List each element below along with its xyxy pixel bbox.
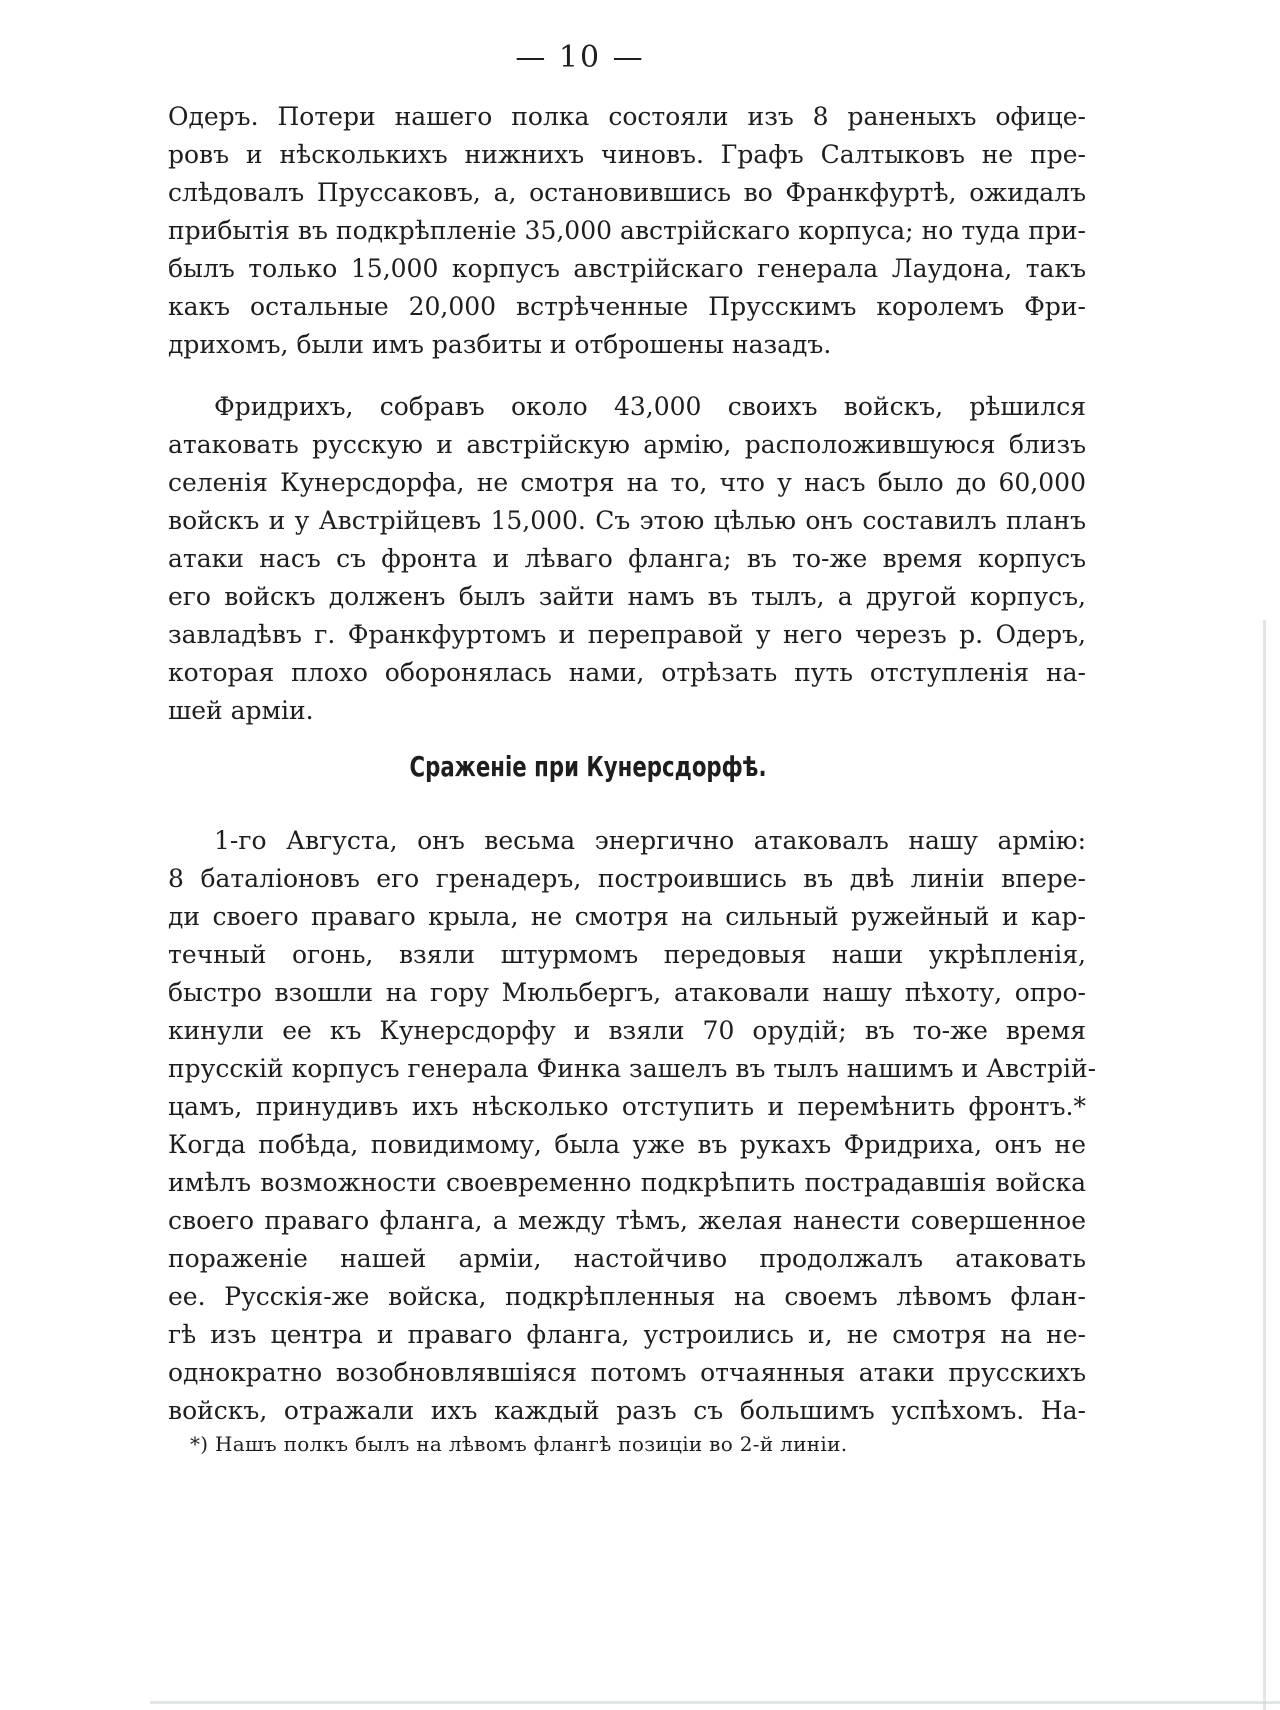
text-line: цамъ, принудивъ ихъ нѣсколько отступить и перемѣнить фронтъ.* [168, 1092, 1086, 1121]
text-line: Одеръ. Потери нашего полка состояли изъ 8 раненыхъ офице- [168, 102, 1086, 131]
text-line: какъ остальные 20,000 встрѣченные Прусскимъ королемъ Фри- [168, 292, 1086, 321]
text-line: дрихомъ, были имъ разбиты и отброшены назадъ. [168, 330, 832, 359]
scan-edge-artifact [150, 1701, 1280, 1704]
text-line: прибытія въ подкрѣпленіе 35,000 австрійскаго корпуса; но туда при- [168, 216, 1086, 245]
text-line: своего праваго фланга, а между тѣмъ, желая нанести совершенное [168, 1206, 1086, 1235]
text-line: 8 баталіоновъ его гренадеръ, построившись въ двѣ линіи впере- [168, 864, 1086, 893]
scan-edge-artifact [1263, 620, 1266, 1710]
text-line: атаковать русскую и австрійскую армію, расположившуюся близъ [168, 430, 1086, 459]
text-line: ровъ и нѣсколькихъ нижнихъ чиновъ. Графъ Салтыковъ не пре- [168, 140, 1086, 169]
text-line: течный огонь, взяли штурмомъ передовыя наши укрѣпленія, [168, 940, 1086, 969]
text-line: гѣ изъ центра и праваго фланга, устроились и, не смотря на не- [168, 1320, 1086, 1349]
paragraph-friedrich-plan [168, 388, 1086, 730]
paragraph-oder-continuation [168, 98, 1086, 364]
text-line: слѣдовалъ Пруссаковъ, а, остановившись во Франкфуртѣ, ожидалъ [168, 178, 1086, 207]
text-line: однократно возобновлявшіяся потомъ отчаянныя атаки прусскихъ [168, 1358, 1086, 1387]
text-line: которая плохо оборонялась нами, отрѣзать путь отступленія на- [168, 658, 1086, 687]
text-line: селенія Кунерсдорфа, не смотря на то, что у насъ было до 60,000 [168, 468, 1086, 497]
text-line: 1-го Августа, онъ весьма энергично атаковалъ нашу армію: [214, 826, 1086, 855]
text-line: Когда побѣда, повидимому, была уже въ рукахъ Фридриха, онъ не [168, 1130, 1086, 1159]
text-line: быстро взошли на гору Мюльбергъ, атаковали нашу пѣхоту, опро- [168, 978, 1086, 1007]
text-line: кинули ее къ Кунерсдорфу и взяли 70 орудій; въ то-же время [168, 1016, 1086, 1045]
text-line: его войскъ долженъ былъ зайти намъ въ тылъ, а другой корпусъ, [168, 582, 1086, 611]
text-line: ди своего праваго крыла, не смотря на сильный ружейный и кар- [168, 902, 1086, 931]
text-line: войскъ, отражали ихъ каждый разъ съ большимъ успѣхомъ. На- [168, 1396, 1086, 1425]
text-line: имѣлъ возможности своевременно подкрѣпить пострадавшія войска [168, 1168, 1086, 1197]
page-number: — 10 — [515, 40, 645, 75]
text-line: шей арміи. [168, 696, 314, 725]
text-line: атаки насъ съ фронта и лѣваго фланга; въ то-же время корпусъ [168, 544, 1086, 573]
text-line: былъ только 15,000 корпусъ австрійскаго генерала Лаудона, такъ [168, 254, 1086, 283]
text-line: прусскій корпусъ генерала Финка зашелъ въ тылъ нашимъ и Австрій- [168, 1054, 1097, 1083]
text-line: войскъ и у Австрійцевъ 15,000. Съ этою цѣлью онъ составилъ планъ [168, 506, 1086, 535]
section-heading: Сраженіе при Кунерсдорфѣ. [409, 750, 767, 783]
text-line: пораженіе нашей арміи, настойчиво продолжалъ атаковать [168, 1244, 1086, 1273]
paragraph-battle-account [168, 822, 1097, 1430]
footnote: *) Нашъ полкъ былъ на лѣвомъ флангѣ позиціи во 2-й линіи. [190, 1432, 848, 1456]
text-line: ее. Русскія-же войска, подкрѣпленныя на своемъ лѣвомъ флан- [168, 1282, 1086, 1311]
text-line: Фридрихъ, собравъ около 43,000 своихъ войскъ, рѣшился [214, 392, 1086, 421]
text-line: завладѣвъ г. Франкфуртомъ и переправой у него черезъ р. Одеръ, [168, 620, 1086, 649]
